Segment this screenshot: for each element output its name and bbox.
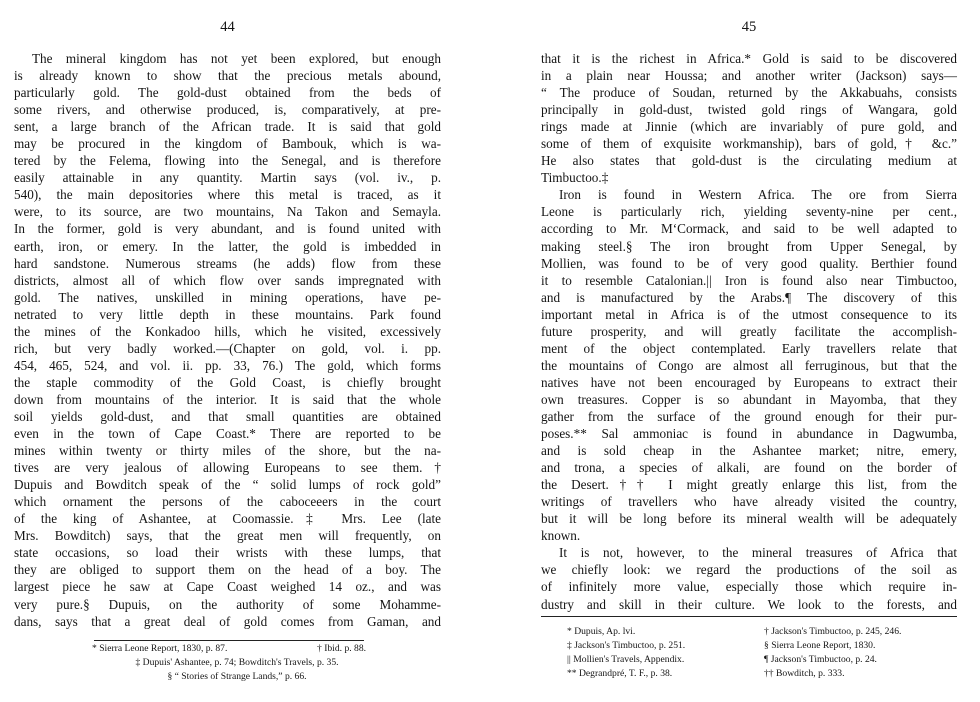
footnote-rule bbox=[541, 616, 957, 617]
text-line: according to Mr. M‘Cormack, and said to be well adapted to bbox=[541, 221, 957, 237]
text-line: and is sold cheap in the Ashantee market; nitre, emery, bbox=[541, 443, 957, 459]
text-line: netrated to very little depth in these mountains. Park found bbox=[14, 306, 441, 322]
text-line: gather from the surface of the ground enough for their pur- bbox=[541, 408, 957, 424]
text-line: it to resemble Catalonian.|| Iron is found also near Timbuctoo, bbox=[541, 272, 957, 288]
text-line: soil yields gold-dust, and that small quantities are obtained bbox=[14, 408, 441, 424]
text-line: Timbuctoo.‡ bbox=[541, 170, 609, 186]
text-line: “ The produce of Soudan, returned by the Akkabuahs, consists bbox=[541, 85, 957, 101]
footnote: ** Degrandpré, T. F., p. 38. bbox=[567, 668, 673, 679]
text-line: very pure.§ Dupuis, on the authority of some Mohamme- bbox=[14, 596, 441, 612]
footnote-row bbox=[92, 670, 382, 684]
footnote-row bbox=[567, 667, 957, 681]
page-number: 44 bbox=[220, 19, 235, 35]
text-line: rich, but very badly worked.—(Chapter on gold, vol. i. pp. bbox=[14, 340, 441, 356]
footnote: † Ibid. p. 88. bbox=[317, 643, 367, 654]
text-line: sent, a large branch of the African trade. It is said that gold bbox=[14, 119, 441, 135]
text-line: easily attainable in any quantity. Martin says (vol. iv., p. bbox=[14, 170, 441, 186]
text-line: of the king of Ashantee, at Coomassie.‡ Mrs. Lee (late bbox=[14, 511, 441, 527]
footnote: § Sierra Leone Report, 1830. bbox=[764, 640, 876, 651]
text-line: Dupuis and Bowditch speak of the “ solid lumps of rock gold” bbox=[14, 477, 441, 493]
footnote: ‡ Jackson's Timbuctoo, p. 251. bbox=[567, 640, 686, 651]
text-line: they are obliged to support them on the head of a boy. The bbox=[14, 562, 441, 578]
text-line: particularly gold. The gold-dust obtained from the beds of bbox=[14, 85, 441, 101]
text-line: tered by the Felema, flowing into the Senegal, and is therefore bbox=[14, 153, 441, 169]
footnote: * Dupuis, Ap. lvi. bbox=[567, 626, 636, 637]
text-line: state occasions, so load their wrists with these lumps, that bbox=[14, 545, 441, 561]
text-line: some rivers, and otherwise produced, is, comparatively, at pre- bbox=[14, 102, 441, 118]
text-line: dans, says that a great deal of gold comes from Gaman, and bbox=[14, 613, 441, 629]
footnote: ‡ Dupuis' Ashantee, p. 74; Bowditch's Travels, p. 35. bbox=[135, 657, 339, 668]
text-line: even in the town of Cape Coast.* There are reported to be bbox=[14, 426, 441, 442]
footnote-row bbox=[567, 639, 957, 653]
page-number: 45 bbox=[741, 19, 757, 35]
text-line: In the former, gold is very abundant, and is found united with bbox=[14, 221, 441, 237]
text-line: which ornament the persons of the caboceeers in the court bbox=[14, 494, 441, 510]
text-line: districts, almost all of which flow over sands impregnated with bbox=[14, 272, 441, 288]
text-line: and trona, a species of alkali, are found on the border of bbox=[541, 460, 957, 476]
text-line: making steel.§ The iron brought from Upper Senegal, by bbox=[541, 238, 957, 254]
footnote-row bbox=[567, 625, 957, 639]
text-line: writings of travellers who have already visited the country, bbox=[541, 494, 957, 510]
text-line: were, to its source, are two mountains, Na Takon and Semayla. bbox=[14, 204, 441, 220]
text-line: dustry and skill in their culture. We look to the forests, and bbox=[541, 596, 957, 612]
text-line: we chiefly look: we regard the productions of the soil as bbox=[541, 562, 957, 578]
text-line: Mrs. Bowditch) says, that the great men will frequently, on bbox=[14, 528, 441, 544]
text-line: largest piece he saw at Cape Coast weighed 14 oz., and was bbox=[14, 579, 441, 595]
text-line: mines within twenty or thirty miles of the shore, but the na- bbox=[14, 443, 441, 459]
footnote: ¶ Jackson's Timbuctoo, p. 24. bbox=[764, 654, 877, 665]
footnote: || Mollien's Travels, Appendix. bbox=[567, 654, 685, 665]
text-line: and is manufactured by the Arabs.¶ The discovery of this bbox=[541, 289, 957, 305]
text-line: It is not, however, to the mineral treasures of Africa that bbox=[559, 545, 957, 561]
footnotes bbox=[567, 625, 957, 681]
text-line: poses.** Sal ammoniac is found in abundance in Dagwumba, bbox=[541, 426, 957, 442]
text-line: hard sandstone. Numerous streams (he adds) flow from these bbox=[14, 255, 441, 271]
footnotes bbox=[92, 642, 382, 684]
text-line: ment of the object contemplated. Early travellers relate that bbox=[541, 340, 957, 356]
footnote-row bbox=[567, 653, 957, 667]
text-line: Mollien, was found to be of very good quality. Berthier found bbox=[541, 255, 957, 271]
text-line: in a plain near Houssa; and another writer (Jackson) says— bbox=[541, 68, 957, 84]
text-line: natives have not been encouraged by Europeans to extract their bbox=[541, 374, 957, 390]
page-body-text bbox=[14, 50, 441, 630]
text-line: the staple commodity of the Gold Coast, is chiefly brought bbox=[14, 374, 441, 390]
text-line: own treasures. Copper is so abundant in Mayomba, that they bbox=[541, 391, 957, 407]
page-body-text bbox=[541, 50, 957, 613]
text-line: Iron is found in Western Africa. The ore from Sierra bbox=[559, 187, 957, 203]
text-line: future prosperity, and will greatly facilitate the accomplish- bbox=[541, 323, 957, 339]
text-line: rings made at Jinnie (which are invariably of pure gold, and bbox=[541, 119, 957, 135]
footnote-rule bbox=[94, 640, 364, 641]
text-line: that it is the richest in Africa.* Gold is said to be discovered bbox=[541, 51, 957, 66]
text-line: important metal in Africa is of the utmost consequence to its bbox=[541, 306, 957, 322]
left-page bbox=[14, 0, 441, 702]
text-line: some of them of exquisite workmanship), bars of gold,† &c.” bbox=[541, 136, 957, 152]
text-line: The mineral kingdom has not yet been explored, but enough bbox=[32, 51, 441, 66]
text-line: the mines of the Konkadoo hills, which he visited, excessively bbox=[14, 323, 441, 339]
text-line: is already known to show that the precious metals abound, bbox=[14, 68, 441, 84]
text-line: tives are very jealous of allowing Europeans to see them.† bbox=[14, 460, 441, 476]
footnote: * Sierra Leone Report, 1830, p. 87. bbox=[92, 643, 228, 654]
text-line: gold. The natives, unskilled in mining operations, have pe- bbox=[14, 289, 441, 305]
footnote: †† Bowditch, p. 333. bbox=[764, 668, 845, 679]
text-line: 454, 465, 524, and vol. ii. pp. 33, 76.) The gold, which forms bbox=[14, 357, 441, 373]
footnote: § “ Stories of Strange Lands,” p. 66. bbox=[167, 671, 307, 682]
text-line: the Desert.†† I might greatly enlarge this list, from the bbox=[541, 477, 957, 493]
footnote-row bbox=[92, 642, 382, 656]
text-line: earth, iron, or emery. In the latter, the gold is imbedded in bbox=[14, 238, 441, 254]
text-line: known. bbox=[541, 528, 581, 544]
text-line: the mountains of Congo are almost all ferruginous, but that the bbox=[541, 357, 957, 373]
footnote: † Jackson's Timbuctoo, p. 245, 246. bbox=[764, 626, 902, 637]
footnote-row bbox=[92, 656, 382, 670]
text-line: principally in gold-dust, twisted gold rings of Wangara, gold bbox=[541, 102, 957, 118]
text-line: Leone is particularly rich, yielding seventy-nine per cent., bbox=[541, 204, 957, 220]
right-page bbox=[541, 0, 957, 702]
text-line: 540), the main depositories where this metal is traced, as it bbox=[14, 187, 441, 203]
text-line: but it will be long before its mineral wealth will be adequately bbox=[541, 511, 957, 527]
text-line: may be procured in the kingdom of Bambouk, which is wa- bbox=[14, 136, 441, 152]
text-line: down from mountains of the interior. It is said that the whole bbox=[14, 391, 441, 407]
text-line: of infinitely more value, especially those which require in- bbox=[541, 579, 957, 595]
text-line: He also states that gold-dust is the circulating medium at bbox=[541, 153, 957, 169]
